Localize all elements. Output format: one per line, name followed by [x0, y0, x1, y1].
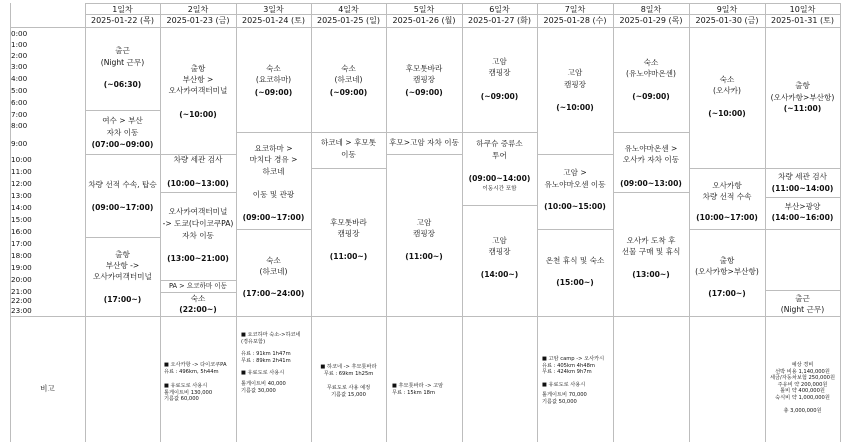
date-header: 2025-01-28 (수)	[543, 16, 607, 25]
schedule-text: 캠핑장	[412, 75, 435, 84]
time-label: 2:00	[11, 51, 28, 60]
date-header: 2025-01-29 (목)	[619, 16, 683, 25]
schedule-text: 자차 이동	[182, 231, 214, 240]
schedule-text: 출항	[719, 256, 735, 265]
remark-note: ■ 하코네 -> 후모톳바라 무료 : 69km 1h25m 무료도로 사용 예정 기름값 15,000	[320, 364, 377, 398]
schedule-text: 오사카여객터미널	[168, 207, 228, 216]
time-label: 22:00	[11, 296, 32, 305]
time-label: 13:00	[11, 191, 32, 200]
schedule-text: 캠핑장	[488, 247, 511, 256]
schedule-time: (~09:00)	[405, 88, 443, 97]
time-label: 7:00	[11, 110, 28, 119]
schedule-text: (오사카)	[713, 86, 741, 95]
date-header: 2025-01-27 (화)	[467, 16, 531, 25]
schedule-text: 출근	[115, 46, 130, 55]
schedule-text: 부산항 ->	[105, 261, 140, 270]
schedule-time: (10:00~13:00)	[167, 179, 229, 188]
grid-line	[765, 197, 840, 198]
grid-line	[160, 192, 236, 193]
remark-note: ■ 오사카항 -> 다이코쿠PA 유료 : 496km, 5h44m ■ 유료도로 사용시 톨게이트비 130,000 기름값 60,000	[164, 362, 227, 403]
schedule-text: (오사카항>부산항)	[695, 267, 759, 276]
schedule-text: 온천 휴식 및 숙소	[545, 256, 605, 265]
schedule-text: 후모톳바라	[405, 64, 443, 73]
schedule-time: (09:00~13:00)	[620, 179, 682, 188]
schedule-time: (17:00~24:00)	[242, 289, 305, 298]
grid-line	[85, 3, 86, 442]
schedule-time: (~06:30)	[103, 80, 142, 89]
day-header: 2일차	[187, 5, 209, 14]
schedule-text: 하코네	[262, 167, 285, 176]
schedule-text: 차량 세관 검사	[778, 172, 827, 181]
day-header: 8일차	[640, 5, 662, 14]
grid-line	[10, 316, 840, 317]
schedule-time: (~10:00)	[708, 109, 746, 118]
time-label: 15:00	[11, 215, 32, 224]
date-header: 2025-01-30 (금)	[695, 16, 759, 25]
schedule-text: 투어	[492, 151, 507, 160]
schedule-text: 차량 선적 수속	[702, 192, 752, 201]
schedule-text: 캠핑장	[337, 229, 360, 238]
date-header: 2025-01-24 (토)	[241, 16, 305, 25]
schedule-text: 캠핑장	[488, 68, 511, 77]
schedule-text: 고암	[416, 218, 432, 227]
schedule-time: (09:00~17:00)	[91, 203, 154, 212]
remark-note: ■ 고암 camp -> 오사카시 유료 : 405km 4h48m 무료 : 424km 9h7m ■ 유료도로 사용시 톨게이트비 70,000 기름값 50,000	[542, 356, 605, 405]
schedule-time: (11:00~)	[329, 252, 368, 261]
schedule-time: (17:00~)	[708, 289, 746, 298]
date-header: 2025-01-22 (목)	[90, 16, 154, 25]
schedule-time: (~10:00)	[179, 110, 217, 119]
grid-line	[537, 154, 613, 155]
time-label: 6:00	[11, 98, 28, 107]
time-label: 12:00	[11, 179, 32, 188]
schedule-text: 고암 >	[563, 168, 587, 177]
schedule-time: (15:00~)	[556, 278, 594, 287]
time-label: 23:00	[11, 306, 32, 315]
grid-line	[689, 229, 765, 230]
time-label: 17:00	[11, 239, 32, 248]
schedule-text: 하쿠슈 증류소	[476, 139, 523, 148]
schedule-text: 자차 이동	[106, 128, 139, 137]
schedule-text: 요코하마 >	[254, 144, 293, 153]
schedule-text: 오사카항	[712, 181, 742, 190]
schedule-text: 부산항 >	[182, 75, 214, 84]
time-label: 3:00	[11, 62, 28, 71]
schedule-text: 숙소	[341, 64, 356, 73]
schedule-time: (~11:00)	[783, 104, 822, 113]
grid-line	[85, 154, 160, 155]
schedule-time: (07:00~09:00)	[91, 140, 154, 149]
time-label: 21:00	[11, 287, 32, 296]
schedule-time: (10:00~17:00)	[696, 213, 758, 222]
grid-line	[689, 168, 765, 169]
schedule-time: (~10:00)	[556, 103, 594, 112]
schedule-text: 출항	[190, 64, 206, 73]
schedule-text: (하코네)	[259, 267, 288, 276]
time-label: 19:00	[11, 263, 32, 272]
schedule-time: (~09:00)	[632, 92, 670, 101]
schedule-text: 고암	[567, 68, 583, 77]
schedule-time: (~09:00)	[480, 92, 519, 101]
grid-line	[765, 168, 840, 169]
grid-line	[386, 154, 462, 155]
schedule-text: 차량 선적 수속, 탑승	[88, 180, 157, 189]
schedule-text: 오사카여객터미널	[168, 86, 228, 95]
grid-line	[613, 192, 689, 193]
schedule-text: (하코네)	[334, 75, 363, 84]
grid-line	[85, 237, 160, 238]
schedule-text: 숙소	[266, 64, 281, 73]
day-header: 1일차	[112, 5, 133, 14]
schedule-time: (13:00~)	[632, 270, 670, 279]
grid-line	[537, 229, 613, 230]
grid-line	[85, 110, 160, 111]
schedule-text: (요코하마)	[255, 75, 292, 84]
schedule-text: 후모톳바라	[330, 218, 367, 227]
schedule-time: (10:00~15:00)	[544, 202, 606, 211]
grid-line	[236, 132, 311, 133]
schedule-text: (오사카항>부산항)	[770, 93, 835, 102]
date-header: 2025-01-26 (월)	[392, 16, 456, 25]
schedule-text: 고암	[492, 236, 507, 245]
schedule-text: 유노야마오센 이동	[544, 180, 606, 189]
schedule-text: 선물 구매 및 휴식	[621, 247, 681, 256]
time-label: 9:00	[11, 139, 28, 148]
schedule-text: 출항	[115, 250, 130, 259]
schedule-text: 여수 > 부산	[102, 116, 143, 125]
grid-line	[10, 27, 840, 28]
schedule-time: (14:00~)	[480, 270, 519, 279]
schedule-text: 출근	[795, 294, 810, 303]
schedule-time: (22:00~)	[179, 305, 217, 314]
schedule-text: 숙소	[266, 256, 281, 265]
date-header: 2025-01-25 (일)	[316, 16, 380, 25]
time-label: 1:00	[11, 40, 28, 49]
schedule-time: (09:00~14:00)	[468, 174, 531, 183]
schedule-text: 차량 세관 검사	[173, 155, 223, 164]
schedule-text: 마치다 경유 >	[249, 155, 298, 164]
schedule-text: 고암	[492, 57, 507, 66]
grid-line	[765, 290, 840, 291]
schedule-time: (11:00~14:00)	[771, 184, 834, 193]
remarks-label: 비고	[40, 384, 55, 393]
schedule-text: 이동	[341, 150, 356, 159]
schedule-text: 숙소	[643, 58, 659, 67]
schedule-text: 오사카 도착 후	[626, 236, 676, 245]
grid-line	[311, 132, 386, 133]
grid-line	[311, 168, 386, 169]
day-header: 4일차	[338, 5, 359, 14]
schedule-text: 오사카 자차 이동	[622, 155, 680, 164]
time-label: 14:00	[11, 203, 32, 212]
day-header: 5일차	[413, 5, 435, 14]
grid-line	[462, 132, 537, 133]
time-label: 4:00	[11, 74, 28, 83]
grid-line	[160, 292, 236, 293]
remark-note: 예상 경비 선박 비용 1,140,000원 세금/자동차보험 250,000원 주유비 약 200,000원 톨비 약 400,000원 숙식비 약 1,000,000원 총 3,000,000원	[770, 362, 835, 414]
schedule-text: 이동 및 관광	[252, 190, 295, 199]
grid-line	[613, 132, 689, 133]
date-header: 2025-01-31 (토)	[770, 16, 834, 25]
schedule-text: 하코네 > 후모톳	[320, 138, 377, 147]
schedule-text: 오사카여객터미널	[93, 272, 152, 281]
day-header: 7일차	[564, 5, 586, 14]
schedule-time: (09:00~17:00)	[242, 213, 305, 222]
day-header: 3일차	[263, 5, 284, 14]
time-label: 20:00	[11, 275, 32, 284]
time-label: 5:00	[11, 86, 28, 95]
grid-line	[462, 205, 537, 206]
schedule-time: (11:00~)	[405, 252, 443, 261]
schedule-note: 이동시간 포함	[482, 186, 517, 192]
time-label: 8:00	[11, 121, 28, 130]
schedule-text: (Night 근무)	[780, 305, 825, 314]
grid-line	[386, 132, 462, 133]
day-header: 10일차	[789, 5, 816, 14]
schedule-time: (17:00~)	[103, 295, 142, 304]
schedule-text: 캠핑장	[563, 80, 586, 89]
day-header: 6일차	[489, 5, 510, 14]
schedule-text: (Night 근무)	[100, 58, 145, 67]
schedule-text: 숙소	[190, 294, 206, 303]
time-label: 11:00	[11, 167, 32, 176]
schedule-text: 숙소	[719, 75, 735, 84]
remark-note: ■ 후모톳바라 -> 고암 무료 : 15km 18m	[392, 383, 444, 396]
schedule-text: 출항	[795, 81, 810, 90]
schedule-text: 후모>고암 자차 이동	[389, 138, 459, 147]
grid-line	[840, 3, 841, 442]
schedule-time: (~09:00)	[254, 88, 293, 97]
remark-note: ■ 요코하마 숙소->하코네 (경유포함) 유료 : 91km 1h47m 무료 : 89km 2h41m ■ 유료도로 사용시 톨게이트비 40,000 기름값 30,000	[241, 332, 301, 394]
grid-line	[765, 229, 840, 230]
schedule-text: 캠핑장	[412, 229, 435, 238]
schedule-text: PA > 요코하마 이동	[168, 282, 228, 290]
schedule-text: 부산>광양	[784, 202, 821, 211]
schedule-time: (13:00~21:00)	[167, 254, 229, 263]
schedule-text: (유노야마온센)	[626, 69, 676, 78]
day-header: 9일차	[716, 5, 738, 14]
time-label: 16:00	[11, 227, 32, 236]
date-header: 2025-01-23 (금)	[166, 16, 230, 25]
time-label: 10:00	[11, 155, 32, 164]
grid-line	[160, 280, 236, 281]
schedule-text: 유노야마온센 >	[624, 144, 678, 153]
time-label: 18:00	[11, 251, 32, 260]
time-label: 0:00	[11, 29, 28, 38]
schedule-time: (14:00~16:00)	[771, 213, 834, 222]
schedule-text: -> 도쿄(다이코쿠PA)	[162, 219, 234, 228]
schedule-time: (~09:00)	[329, 88, 368, 97]
grid-line	[236, 229, 311, 230]
